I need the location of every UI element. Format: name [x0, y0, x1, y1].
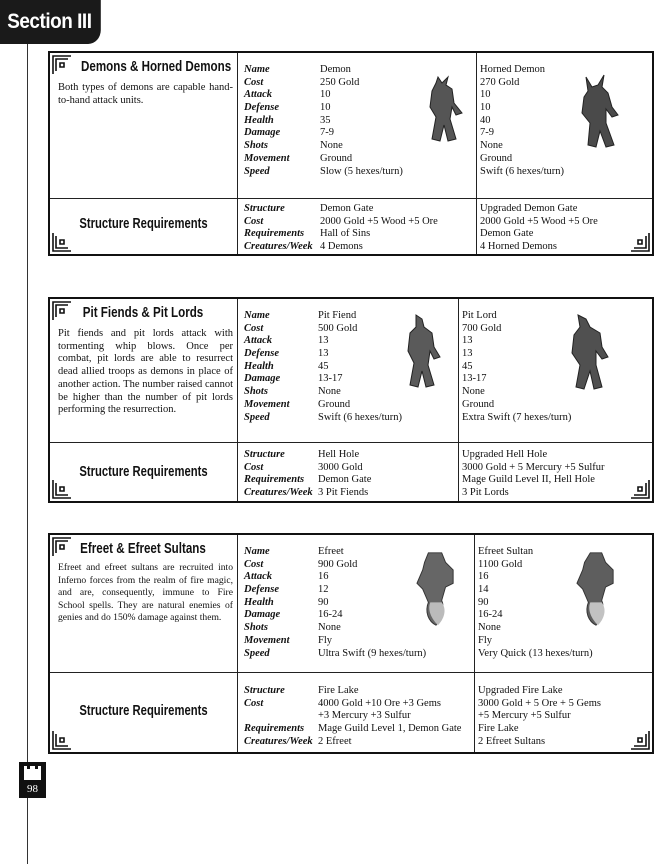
pit-fiend-figure-icon — [392, 311, 448, 391]
corner-ornament-icon — [52, 537, 72, 557]
divider — [474, 535, 475, 752]
creature-block-pit-fiends — [48, 297, 654, 503]
divider — [50, 672, 652, 673]
creature2-stats: Horned Demon 270 Gold 10 10 40 7-9 None Ground Swift (6 hexes/turn) — [480, 64, 564, 177]
divider — [458, 299, 459, 501]
corner-ornament-icon — [52, 301, 72, 321]
structure-requirements-title: Structure Requirements — [79, 215, 208, 232]
corner-ornament-icon — [52, 55, 72, 75]
structure-labels: Structure Cost Requirements Creatures/Week — [244, 449, 313, 499]
section-title: Section III — [0, 0, 101, 44]
structure2-values: Upgraded Demon Gate 2000 Gold +5 Wood +5 Ore Demon Gate 4 Horned Demons — [480, 203, 598, 253]
creature1-stats: Pit Fiend 500 Gold 13 13 45 13-17 None Ground Swift (6 hexes/turn) — [318, 310, 402, 423]
castle-tower-icon — [22, 762, 43, 780]
structure2-values: Upgraded Fire Lake 3000 Gold + 5 Ore + 5 Gems +5 Mercury +5 Sulfur Fire Lake 2 Efreet Sultans — [478, 685, 601, 747]
corner-ornament-icon — [630, 730, 650, 750]
divider — [237, 53, 238, 254]
corner-ornament-icon — [52, 232, 72, 252]
corner-ornament-icon — [630, 479, 650, 499]
block-title: Pit Fiends & Pit Lords — [82, 305, 204, 321]
divider — [237, 299, 238, 501]
efreet-figure-icon — [408, 549, 464, 629]
structure1-values: Hell Hole 3000 Gold Demon Gate 3 Pit Fiends — [318, 449, 372, 499]
corner-ornament-icon — [630, 232, 650, 252]
efreet-sultan-figure-icon — [568, 549, 624, 629]
divider — [50, 442, 652, 443]
block-title: Efreet & Efreet Sultans — [80, 541, 206, 557]
creature2-stats: Efreet Sultan 1100 Gold 16 14 90 16-24 None Fly Very Quick (13 hexes/turn) — [478, 546, 593, 659]
page-number: 98 — [27, 783, 38, 795]
block-description: Both types of demons are capable hand-to-hand attack units. — [58, 82, 233, 106]
structure1-values: Fire Lake 4000 Gold +10 Ore +3 Gems +3 Mercury +3 Sulfur Mage Guild Level 1, Demon Gate 2 Efreet — [318, 685, 462, 747]
divider — [50, 198, 652, 199]
margin-rule — [27, 44, 28, 864]
corner-ornament-icon — [52, 730, 72, 750]
block-description: Pit fiends and pit lords attack with tormenting whip blows. Once per combat, pit lords are able to resurrect dead allied troops as demons in place of another action. The number raised cannot be higher than the number of pit lords performing the resurrection. — [58, 328, 233, 416]
structure2-values: Upgraded Hell Hole 3000 Gold + 5 Mercury +5 Sulfur Mage Guild Level II, Hell Hole 3 Pit Lords — [462, 449, 605, 499]
stat-labels: Name Cost Attack Defense Health Damage Shots Movement Speed — [244, 546, 290, 659]
creature1-stats: Demon 250 Gold 10 10 35 7-9 None Ground Slow (5 hexes/turn) — [320, 64, 403, 177]
creature-block-efreet — [48, 533, 654, 754]
structure-labels: Structure Cost Requirements Creatures/Week — [244, 203, 313, 253]
structure1-values: Demon Gate 2000 Gold +5 Wood +5 Ore Hall of Sins 4 Demons — [320, 203, 438, 253]
block-title: Demons & Horned Demons — [81, 59, 232, 75]
divider — [476, 53, 477, 254]
structure-requirements-title: Structure Requirements — [79, 702, 208, 719]
horned-demon-figure-icon — [568, 73, 624, 153]
structure-labels: Structure Cost Requirements Creatures/Week — [244, 685, 313, 747]
demon-figure-icon — [416, 71, 472, 151]
creature2-stats: Pit Lord 700 Gold 13 13 45 13-17 None Ground Extra Swift (7 hexes/turn) — [462, 310, 572, 423]
block-description: Efreet and efreet sultans are recruited into Inferno forces from the realm of fire magic, and are, consequently, immune to Fire School spells. They are natural enemies of genies and do 150% damage against them. — [58, 562, 233, 624]
corner-ornament-icon — [52, 479, 72, 499]
stat-labels: Name Cost Attack Defense Health Damage Shots Movement Speed — [244, 310, 290, 423]
divider — [237, 535, 238, 752]
stat-labels: Name Cost Attack Defense Health Damage Shots Movement Speed — [244, 64, 290, 177]
pit-lord-figure-icon — [558, 311, 614, 391]
structure-requirements-title: Structure Requirements — [79, 463, 208, 480]
creature-block-demons — [48, 51, 654, 256]
creature1-stats: Efreet 900 Gold 16 12 90 16-24 None Fly Ultra Swift (9 hexes/turn) — [318, 546, 427, 659]
page-number-badge — [19, 762, 46, 798]
